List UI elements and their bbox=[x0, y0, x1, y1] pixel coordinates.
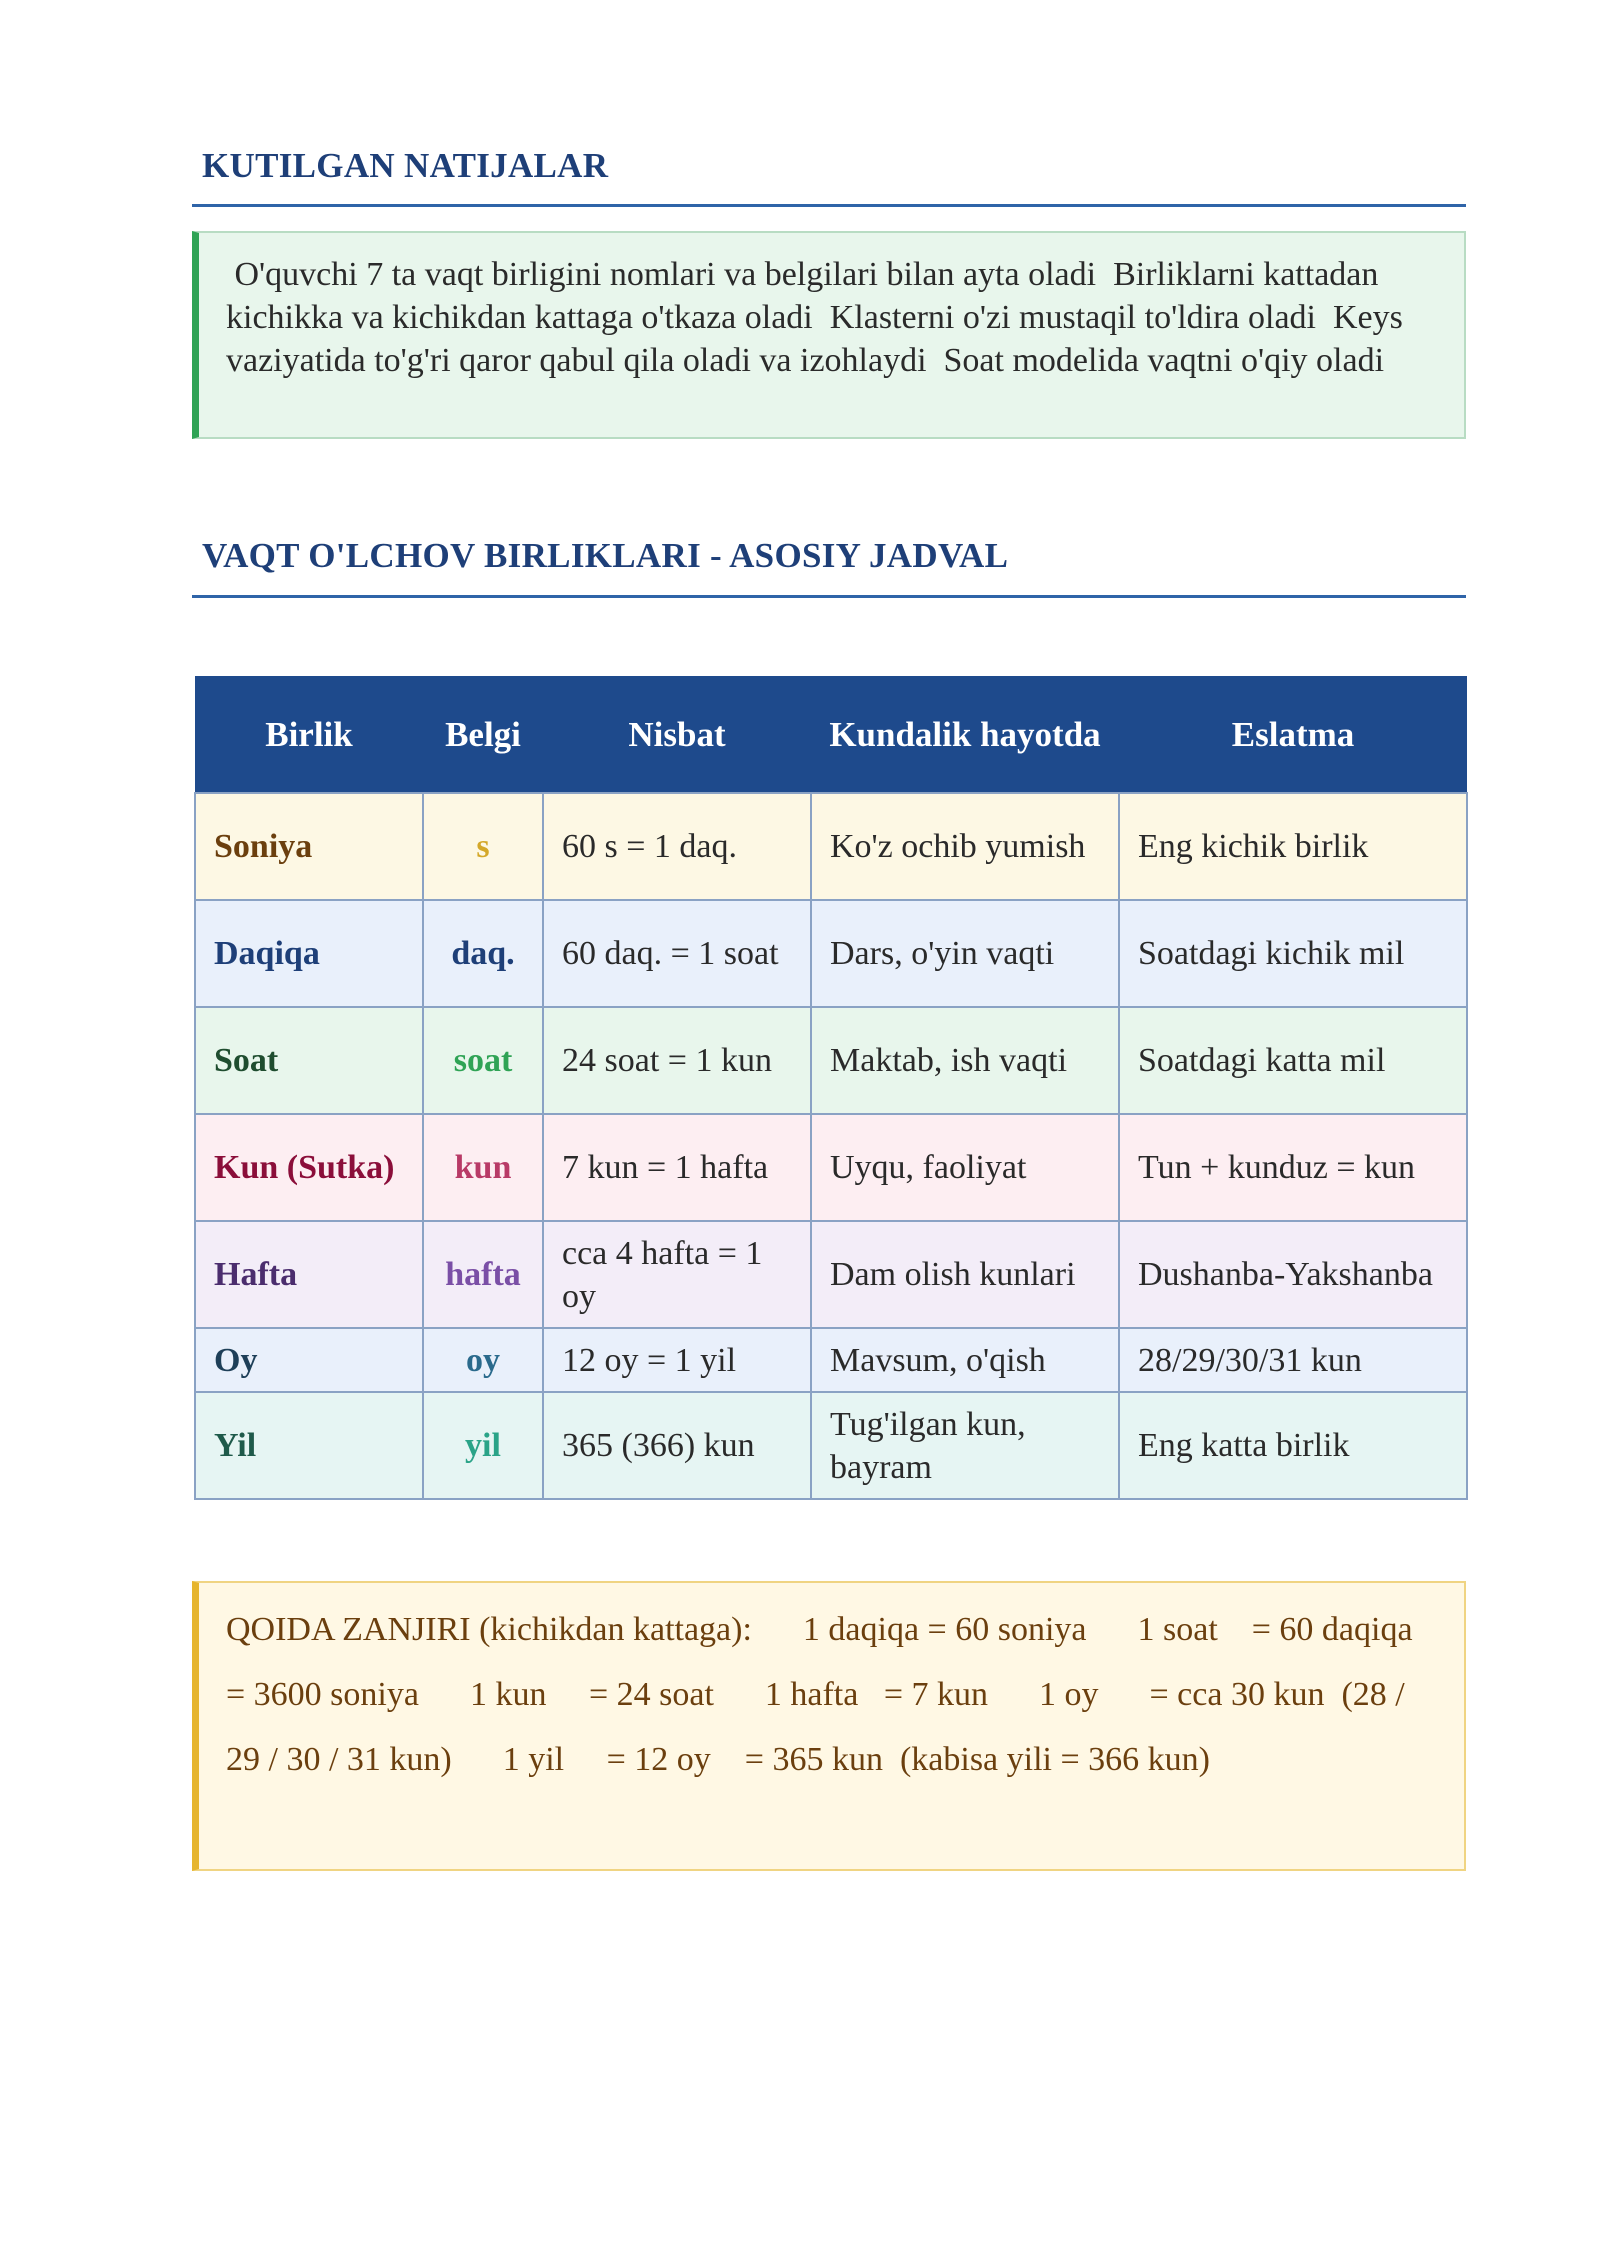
outcomes-title-underline bbox=[192, 204, 1466, 207]
unit-cell: Hafta bbox=[195, 1221, 423, 1328]
table-row bbox=[195, 1007, 1467, 1114]
header-eslatma: Eslatma bbox=[1119, 676, 1467, 793]
header-nisbat: Nisbat bbox=[543, 676, 811, 793]
daily-cell: Ko'z ochib yumish bbox=[811, 793, 1119, 900]
daily-cell: Tug'ilgan kun, bayram bbox=[811, 1392, 1119, 1499]
table-header-row bbox=[195, 676, 1467, 793]
table-row bbox=[195, 1392, 1467, 1499]
note-cell: Soatdagi kichik mil bbox=[1119, 900, 1467, 1007]
symbol-cell: kun bbox=[423, 1114, 543, 1221]
ratio-cell: cca 4 hafta = 1 oy bbox=[543, 1221, 811, 1328]
unit-cell: Yil bbox=[195, 1392, 423, 1499]
note-cell: Eng katta birlik bbox=[1119, 1392, 1467, 1499]
note-cell: 28/29/30/31 kun bbox=[1119, 1328, 1467, 1392]
ratio-cell: 60 daq. = 1 soat bbox=[543, 900, 811, 1007]
ratio-cell: 7 kun = 1 hafta bbox=[543, 1114, 811, 1221]
table-row bbox=[195, 900, 1467, 1007]
outcomes-callout bbox=[192, 231, 1466, 439]
note-cell: Soatdagi katta mil bbox=[1119, 1007, 1467, 1114]
symbol-cell: soat bbox=[423, 1007, 543, 1114]
ratio-cell: 60 s = 1 daq. bbox=[543, 793, 811, 900]
unit-cell: Kun (Sutka) bbox=[195, 1114, 423, 1221]
daily-cell: Uyqu, faoliyat bbox=[811, 1114, 1119, 1221]
outcomes-title: KUTILGAN NATIJALAR bbox=[202, 146, 609, 185]
header-belgi: Belgi bbox=[423, 676, 543, 793]
table-title-underline bbox=[192, 595, 1466, 598]
daily-cell: Dam olish kunlari bbox=[811, 1221, 1119, 1328]
ratio-cell: 24 soat = 1 kun bbox=[543, 1007, 811, 1114]
symbol-cell: yil bbox=[423, 1392, 543, 1499]
symbol-cell: s bbox=[423, 793, 543, 900]
table-title: VAQT O'LCHOV BIRLIKLARI - ASOSIY JADVAL bbox=[202, 536, 1009, 575]
symbol-cell: hafta bbox=[423, 1221, 543, 1328]
table-row bbox=[195, 793, 1467, 900]
table-row bbox=[195, 1221, 1467, 1328]
symbol-cell: oy bbox=[423, 1328, 543, 1392]
header-kundalik-hayotda: Kundalik hayotda bbox=[811, 676, 1119, 793]
outcomes-text: O'quvchi 7 ta vaqt birligini nomlari va belgilari bilan ayta oladi Birliklarni kattadan kichikka va kichikdan kattaga o'tkaza oladi Klasterni o'zi mustaqil to'ldira oladi Keys vaziyatida to'g'ri qaror qabul qila oladi va izohlaydi Soat modelida vaqtni o'qiy oladi bbox=[226, 256, 1412, 379]
unit-cell: Soniya bbox=[195, 793, 423, 900]
time-units-table bbox=[194, 676, 1468, 1500]
ratio-cell: 365 (366) kun bbox=[543, 1392, 811, 1499]
unit-cell: Daqiqa bbox=[195, 900, 423, 1007]
unit-cell: Oy bbox=[195, 1328, 423, 1392]
rule-chain-callout bbox=[192, 1581, 1466, 1871]
daily-cell: Dars, o'yin vaqti bbox=[811, 900, 1119, 1007]
rule-chain-text: QOIDA ZANJIRI (kichikdan kattaga): 1 daqiqa = 60 soniya 1 soat = 60 daqiqa = 3600 soniya 1 kun = 24 soat 1 hafta = 7 kun 1 oy = cca 30 kun (28 / 29 / 30 / 31 kun) 1 yil = 12 oy = 365 kun (kabisa yili = 366 kun) bbox=[226, 1611, 1447, 1778]
daily-cell: Maktab, ish vaqti bbox=[811, 1007, 1119, 1114]
table-row bbox=[195, 1328, 1467, 1392]
note-cell: Eng kichik birlik bbox=[1119, 793, 1467, 900]
unit-cell: Soat bbox=[195, 1007, 423, 1114]
note-cell: Dushanba-Yakshanba bbox=[1119, 1221, 1467, 1328]
daily-cell: Mavsum, o'qish bbox=[811, 1328, 1119, 1392]
header-birlik: Birlik bbox=[195, 676, 423, 793]
ratio-cell: 12 oy = 1 yil bbox=[543, 1328, 811, 1392]
note-cell: Tun + kunduz = kun bbox=[1119, 1114, 1467, 1221]
table-row bbox=[195, 1114, 1467, 1221]
symbol-cell: daq. bbox=[423, 900, 543, 1007]
